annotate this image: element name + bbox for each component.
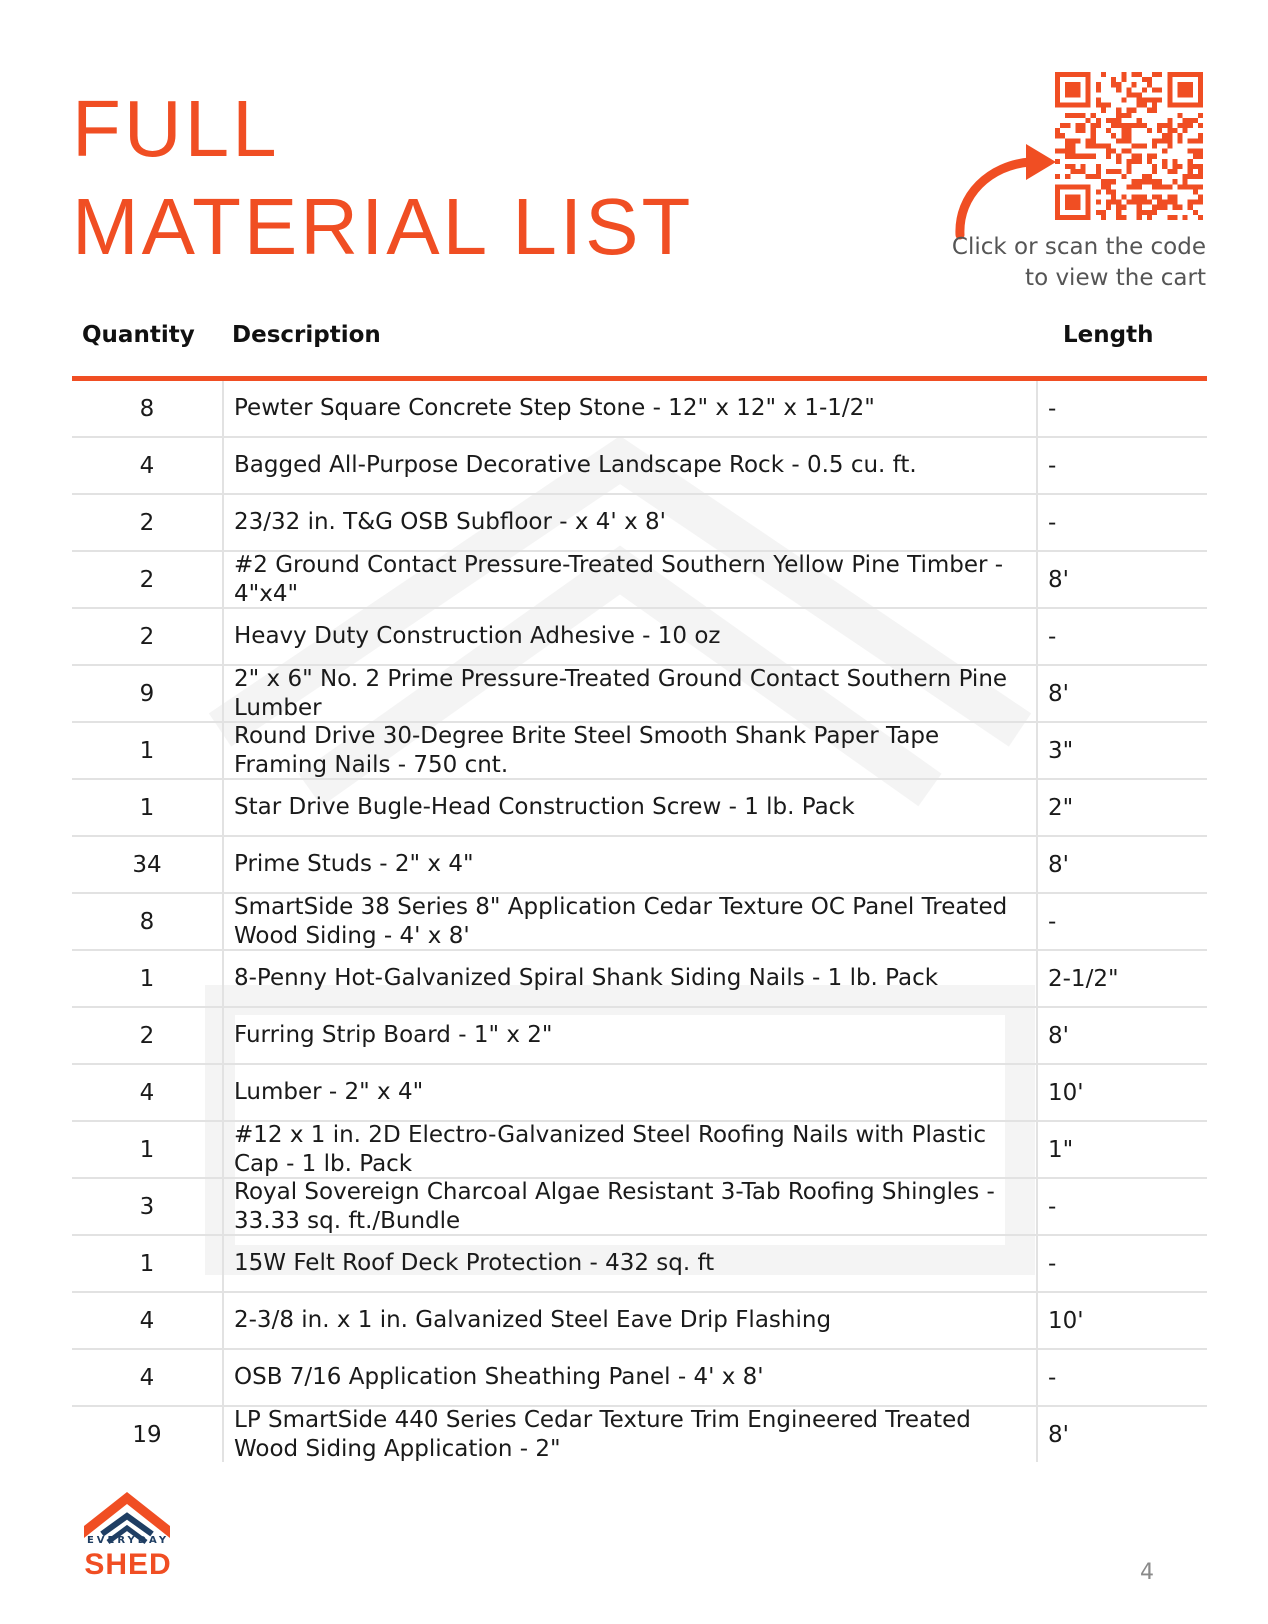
table-row — [72, 1293, 1207, 1350]
table-row — [72, 837, 1207, 894]
description-cell: LP SmartSide 440 Series Cedar Texture Trim Engineered Treated Wood Siding Application - 2" — [224, 1407, 1038, 1462]
description-cell: Furring Strip Board - 1" x 2" — [224, 1008, 1038, 1063]
length-cell: - — [1048, 1250, 1057, 1277]
length-cell: - — [1048, 908, 1057, 935]
table-row — [72, 1008, 1207, 1065]
description-cell: Star Drive Bugle-Head Construction Screw - 1 lb. Pack — [224, 780, 1038, 835]
quantity-cell: 34 — [72, 837, 224, 892]
table-header — [72, 318, 1207, 381]
quantity-cell: 8 — [72, 894, 224, 949]
description-cell: SmartSide 38 Series 8" Application Cedar Texture OC Panel Treated Wood Siding - 4' x 8' — [224, 894, 1038, 949]
description-cell: Bagged All-Purpose Decorative Landscape Rock - 0.5 cu. ft. — [224, 438, 1038, 493]
table-row — [72, 1407, 1207, 1462]
description-cell: Round Drive 30-Degree Brite Steel Smooth Shank Paper Tape Framing Nails - 750 cnt. — [224, 723, 1038, 778]
table-row — [72, 1065, 1207, 1122]
length-cell: 3" — [1048, 737, 1074, 764]
table-row — [72, 1236, 1207, 1293]
header-description: Description — [232, 322, 381, 348]
quantity-cell: 9 — [72, 666, 224, 721]
table-row — [72, 780, 1207, 837]
title-line-1: FULL — [72, 84, 280, 173]
length-cell: 2-1/2" — [1048, 965, 1119, 992]
table-row — [72, 951, 1207, 1008]
description-cell: #12 x 1 in. 2D Electro-Galvanized Steel Roofing Nails with Plastic Cap - 1 lb. Pack — [224, 1122, 1038, 1177]
table-row — [72, 609, 1207, 666]
table-row — [72, 495, 1207, 552]
table-row — [72, 723, 1207, 780]
length-cell: - — [1048, 1193, 1057, 1220]
quantity-cell: 3 — [72, 1179, 224, 1234]
table-row — [72, 1122, 1207, 1179]
length-cell: 8' — [1048, 680, 1069, 707]
length-cell: - — [1048, 452, 1057, 479]
length-cell: - — [1048, 395, 1057, 422]
quantity-cell: 4 — [72, 1065, 224, 1120]
description-cell: Prime Studs - 2" x 4" — [224, 837, 1038, 892]
page-number: 4 — [1140, 1560, 1154, 1585]
length-cell: 2" — [1048, 794, 1074, 821]
length-cell: 8' — [1048, 566, 1069, 593]
material-table — [72, 381, 1207, 1462]
header-length: Length — [1063, 322, 1154, 348]
page-title — [72, 80, 693, 276]
quantity-cell: 2 — [72, 1008, 224, 1063]
length-cell: - — [1048, 623, 1057, 650]
table-row — [72, 438, 1207, 495]
header-quantity: Quantity — [82, 322, 195, 348]
quantity-cell: 2 — [72, 552, 224, 607]
qr-code-icon[interactable] — [1055, 72, 1203, 220]
logo-wordmark-bottom: SHED — [84, 1548, 172, 1581]
description-cell: 2" x 6" No. 2 Prime Pressure-Treated Ground Contact Southern Pine Lumber — [224, 666, 1038, 721]
quantity-cell: 1 — [72, 780, 224, 835]
description-cell: OSB 7/16 Application Sheathing Panel - 4' x 8' — [224, 1350, 1038, 1405]
quantity-cell: 1 — [72, 1236, 224, 1291]
length-cell: 10' — [1048, 1079, 1084, 1106]
description-cell: 2-3/8 in. x 1 in. Galvanized Steel Eave Drip Flashing — [224, 1293, 1038, 1348]
curved-arrow-icon — [950, 140, 1060, 240]
quantity-cell: 2 — [72, 495, 224, 550]
description-cell: #2 Ground Contact Pressure-Treated Southern Yellow Pine Timber - 4"x4" — [224, 552, 1038, 607]
quantity-cell: 4 — [72, 438, 224, 493]
length-cell: - — [1048, 509, 1057, 536]
table-row — [72, 894, 1207, 951]
length-cell: 10' — [1048, 1307, 1084, 1334]
description-cell: Royal Sovereign Charcoal Algae Resistant 3-Tab Roofing Shingles - 33.33 sq. ft./Bundle — [224, 1179, 1038, 1234]
table-row — [72, 552, 1207, 609]
quantity-cell: 8 — [72, 381, 224, 436]
length-cell: 8' — [1048, 851, 1069, 878]
table-row — [72, 1179, 1207, 1236]
length-cell: - — [1048, 1364, 1057, 1391]
description-cell: 15W Felt Roof Deck Protection - 432 sq. ft — [224, 1236, 1038, 1291]
quantity-cell: 1 — [72, 951, 224, 1006]
length-cell: 8' — [1048, 1022, 1069, 1049]
description-cell: Pewter Square Concrete Step Stone - 12" x 12" x 1-1/2" — [224, 381, 1038, 436]
qr-caption-line-1: Click or scan the code — [951, 234, 1206, 260]
description-cell: Lumber - 2" x 4" — [224, 1065, 1038, 1120]
length-cell: 8' — [1048, 1421, 1069, 1448]
quantity-cell: 4 — [72, 1350, 224, 1405]
description-cell: Heavy Duty Construction Adhesive - 10 oz — [224, 609, 1038, 664]
length-cell: 1" — [1048, 1136, 1074, 1163]
quantity-cell: 1 — [72, 723, 224, 778]
description-cell: 8-Penny Hot-Galvanized Spiral Shank Siding Nails - 1 lb. Pack — [224, 951, 1038, 1006]
description-cell: 23/32 in. T&G OSB Subfloor - x 4' x 8' — [224, 495, 1038, 550]
table-row — [72, 381, 1207, 438]
title-line-2: MATERIAL LIST — [72, 182, 694, 271]
table-row — [72, 666, 1207, 723]
quantity-cell: 4 — [72, 1293, 224, 1348]
qr-caption — [952, 232, 1206, 294]
table-row — [72, 1350, 1207, 1407]
logo-wordmark-top: EVERYDAY — [86, 1535, 170, 1546]
quantity-cell: 2 — [72, 609, 224, 664]
quantity-cell: 19 — [72, 1407, 224, 1462]
quantity-cell: 1 — [72, 1122, 224, 1177]
qr-caption-line-2: to view the cart — [1025, 265, 1206, 291]
